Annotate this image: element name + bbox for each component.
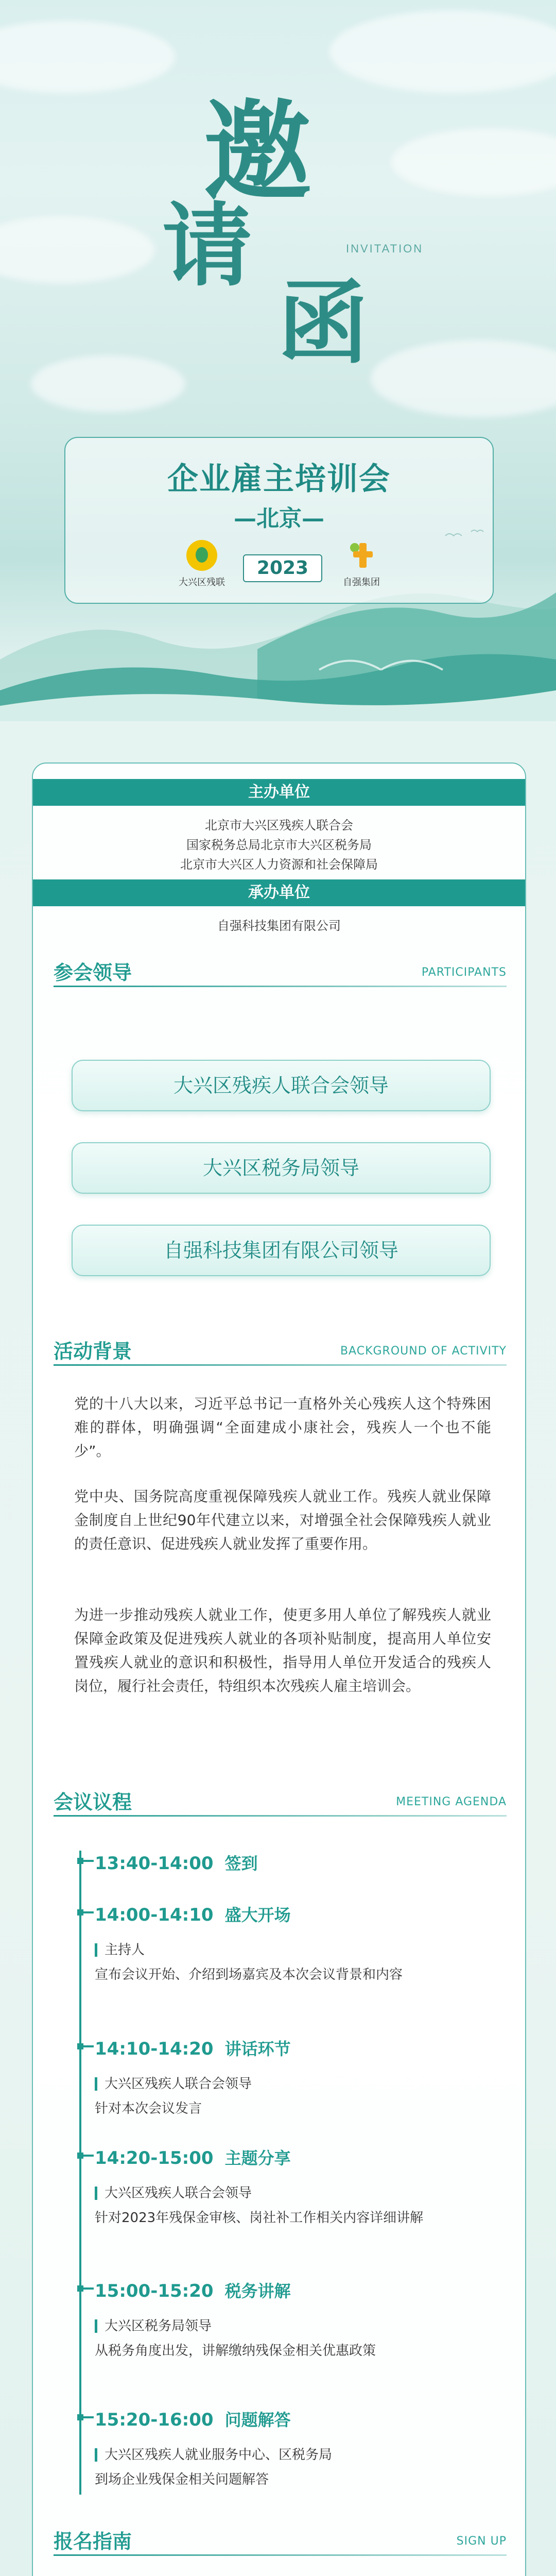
- event-location: —北京—: [234, 505, 324, 532]
- agenda-title: 签到: [224, 1854, 258, 1873]
- event-year: 2023: [243, 554, 322, 582]
- agenda-timeline-line: [79, 1851, 81, 2495]
- logo-left-caption: 大兴区残联: [179, 577, 225, 588]
- agenda-item-heading: [95, 1902, 291, 1926]
- timeline-marker: [74, 2282, 86, 2295]
- agenda-description: 针对本次会议发言: [95, 2101, 202, 2116]
- agenda-item-heading: [95, 2145, 291, 2169]
- agenda-item-heading: [95, 1851, 258, 1874]
- background-section-header: [54, 1335, 507, 1371]
- participant-item: 自强科技集团有限公司领导: [72, 1225, 491, 1276]
- title-char-invite: 邀: [203, 88, 312, 215]
- agenda-item-heading: [95, 2036, 291, 2060]
- participants-section-header: [54, 957, 507, 993]
- undertaker-heading: 承办单位: [33, 879, 525, 906]
- participant-item: 大兴区税务局领导: [72, 1142, 491, 1194]
- signup-heading-en: SIGN UP: [456, 2535, 507, 2548]
- agenda-role: 大兴区残疾人就业服务中心、区税务局: [95, 2448, 332, 2462]
- timeline-marker: [74, 1906, 86, 1919]
- agenda-time: 14:20-15:00: [95, 2148, 214, 2168]
- agenda-role: 大兴区残疾人联合会领导: [95, 2077, 252, 2091]
- invitation-subtitle: INVITATION: [346, 242, 424, 255]
- title-char-please: 请: [162, 193, 252, 299]
- timeline-marker: [74, 1855, 86, 1867]
- agenda-role: 大兴区税务局领导: [95, 2319, 212, 2333]
- agenda-role: 大兴区残疾人联合会领导: [95, 2187, 252, 2200]
- ziqiang-group-logo: [333, 540, 390, 588]
- agenda-title: 盛大开场: [224, 1905, 291, 1925]
- background-heading: 活动背景: [54, 1340, 132, 1363]
- participant-item: 大兴区残疾人联合会领导: [72, 1060, 491, 1111]
- signup-heading: 报名指南: [54, 2530, 132, 2553]
- event-name: 企业雇主培训会: [167, 461, 391, 497]
- agenda-role: 主持人: [95, 1943, 145, 1957]
- agenda-heading-en: MEETING AGENDA: [396, 1795, 507, 1808]
- agenda-title: 讲话环节: [224, 2039, 291, 2059]
- timeline-marker: [74, 2149, 86, 2162]
- logos-row: [65, 540, 493, 597]
- agenda-description: 宣布会议开始、介绍到场嘉宾及本次会议背景和内容: [95, 1967, 403, 1982]
- signup-section-header: [54, 2526, 507, 2562]
- agenda-heading: 会议议程: [54, 1791, 132, 1814]
- participants-heading-en: PARTICIPANTS: [421, 966, 507, 979]
- agenda-time: 15:20-16:00: [95, 2410, 214, 2430]
- participants-heading: 参会领导: [54, 961, 132, 984]
- federation-emblem-icon: [186, 540, 217, 571]
- logo-right-caption: 自强集团: [343, 577, 380, 588]
- event-title-card: [64, 437, 494, 604]
- agenda-description: 针对2023年残保金审核、岗社补工作相关内容详细讲解: [95, 2210, 424, 2226]
- agenda-time: 14:10-14:20: [95, 2039, 214, 2059]
- agenda-title: 税务讲解: [224, 2281, 291, 2301]
- background-heading-en: BACKGROUND OF ACTIVITY: [340, 1345, 507, 1358]
- agenda-title: 问题解答: [224, 2410, 291, 2430]
- agenda-time: 13:40-14:00: [95, 1853, 214, 1874]
- ziqiang-emblem-icon: [346, 540, 377, 571]
- agenda-description: 从税务角度出发，讲解缴纳残保金相关优惠政策: [95, 2343, 376, 2359]
- title-char-letter: 函: [278, 270, 368, 376]
- agenda-item-heading: [95, 2407, 291, 2431]
- host-heading: 主办单位: [33, 779, 525, 806]
- main-content-card: [32, 762, 526, 2576]
- agenda-section-header: [54, 1786, 507, 1822]
- background-paragraph: 为进一步推动残疾人就业工作，使更多用人单位了解残疾人就业保障金政策及促进残疾人就业的各项补贴制度，提高用人单位安置残疾人就业的意识和积极性，指导用人单位开发适合的残疾人岗位，履行社会责任，特组织本次残疾人雇主培训会。: [74, 1606, 491, 1694]
- undertaker-name: 自强科技集团有限公司: [217, 919, 341, 933]
- disabled-federation-logo: [173, 540, 230, 588]
- host-item: 北京市大兴区残疾人联合会: [205, 818, 353, 833]
- timeline-marker: [74, 2411, 86, 2424]
- timeline-marker: [74, 2040, 86, 2053]
- agenda-item-heading: [95, 2278, 291, 2302]
- agenda-title: 主题分享: [224, 2148, 291, 2168]
- host-item: 北京市大兴区人力资源和社会保障局: [180, 857, 378, 872]
- agenda-description: 到场企业残保金相关问题解答: [95, 2472, 269, 2487]
- background-paragraph: 党中央、国务院高度重视保障残疾人就业工作。残疾人就业保障金制度自上世纪90年代建立以来，对增强全社会保障残疾人就业的责任意识、促进残疾人就业发挥了重要作用。: [74, 1488, 491, 1552]
- background-paragraph: 党的十八大以来，习近平总书记一直格外关心残疾人这个特殊困难的群体，明确强调“全面建成小康社会，残疾人一个也不能少”。: [74, 1395, 491, 1460]
- agenda-time: 14:00-14:10: [95, 1905, 214, 1925]
- host-item: 国家税务总局北京市大兴区税务局: [186, 838, 372, 852]
- agenda-time: 15:00-15:20: [95, 2281, 214, 2301]
